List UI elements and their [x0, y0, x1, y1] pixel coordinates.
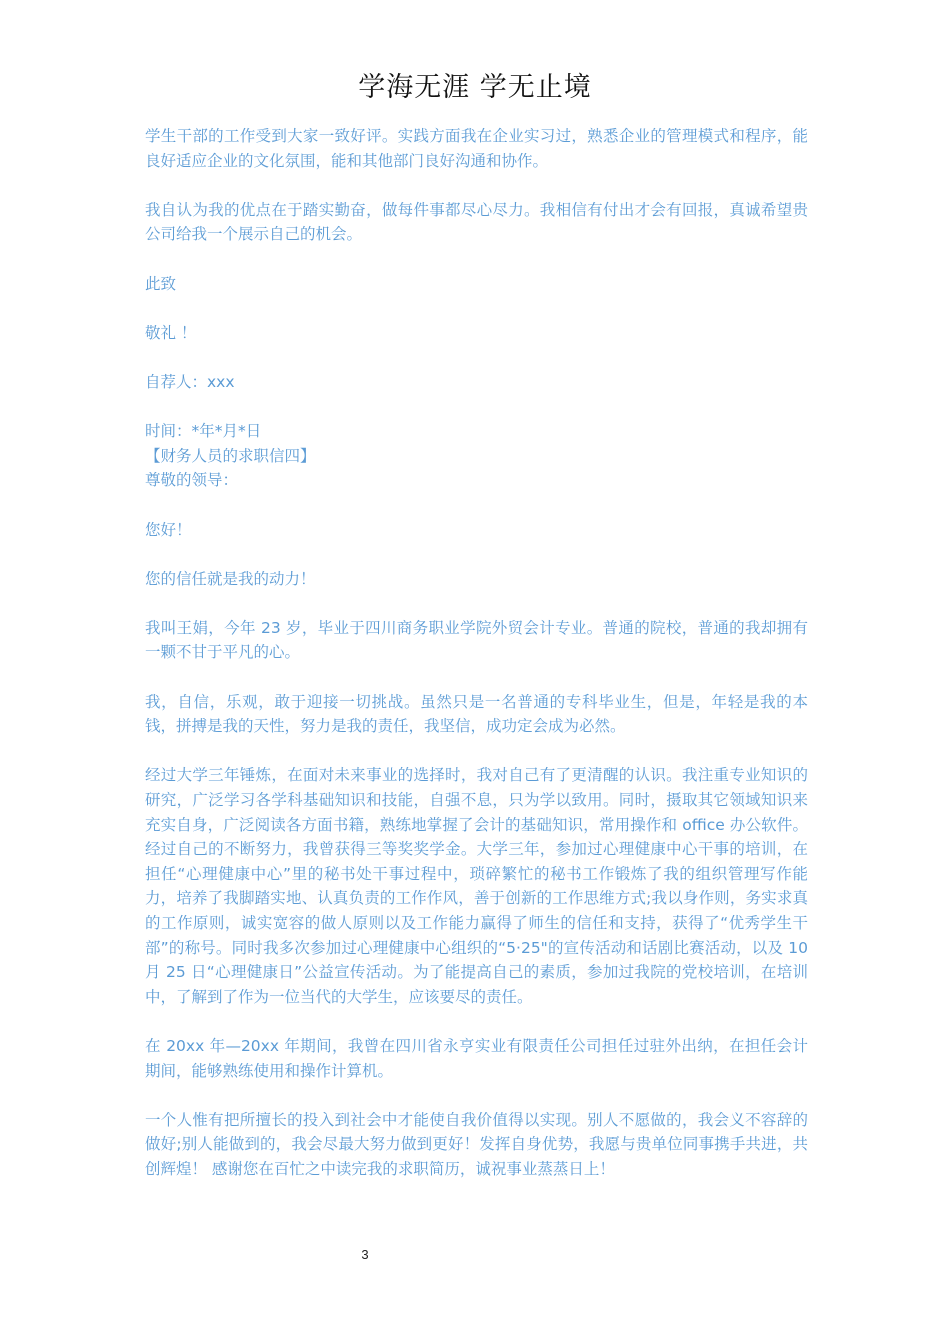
- closing-respect: 敬礼 ！: [145, 323, 197, 342]
- paragraph: 在 20xx 年—20xx 年期间，我曾在四川省永亨实业有限责任公司担任过驻外出纳，在担任会计期间，能够熟练使用和操作计算机。: [145, 1036, 808, 1080]
- paragraph-spacer: [145, 542, 808, 567]
- section-heading: 【财务人员的求职信四】: [145, 446, 316, 465]
- paragraph: 您的信任就是我的动力！: [145, 569, 316, 588]
- paragraph-spacer: [145, 173, 808, 198]
- paragraph-spacer: [145, 247, 808, 272]
- paragraph: 我叫王娟，今年 23 岁，毕业于四川商务职业学院外贸会计专业。普通的院校，普通的我却拥有一颗不甘于平凡的心。: [145, 618, 808, 662]
- date-line: 时间：*年*月*日: [145, 422, 262, 441]
- page-title: 学海无涯 学无止境: [358, 72, 592, 103]
- paragraph-spacer: [145, 345, 808, 370]
- paragraph-spacer: [145, 1083, 808, 1108]
- paragraph-spacer: [145, 665, 808, 690]
- document-body: [145, 124, 808, 1182]
- paragraph: 我，自信，乐观，敢于迎接一切挑战。虽然只是一名普通的专科毕业生，但是，年轻是我的本钱，拼搏是我的天性，努力是我的责任，我坚信，成功定会成为必然。: [145, 692, 808, 736]
- paragraph-spacer: [145, 493, 808, 518]
- page-number: 3: [361, 1247, 369, 1262]
- paragraph: 我自认为我的优点在于踏实勤奋，做每件事都尽心尽力。我相信有付出才会有回报，真诚希望贵公司给我一个展示自己的机会。: [145, 200, 808, 244]
- paragraph: 您好！: [145, 520, 192, 539]
- paragraph: 经过大学三年锤炼，在面对未来事业的选择时，我对自己有了更清醒的认识。我注重专业知识的研究，广泛学习各学科基础知识和技能，自强不息，只为学以致用。同时，摄取其它领域知识来充实自身，广泛阅读各方面书籍，熟练地掌握了会计的基础知识，常用操作和 office 办公软件。经过自己的不断努力，我曾获得三等奖奖学金。大学三年，参加过心理健康中心干事的培训，在担任“心理健康中心”里的秘书处干事过程中，琐碎繁忙的秘书工作锻炼了我的组织管理写作能力，培养了我脚踏实地、认真负责的工作作风，善于创新的工作思维方式;我以身作则，务实求真的工作原则，诚实宽容的做人原则以及工作能力赢得了师生的信任和支持，获得了“优秀学生干部”的称号。同时我多次参加过心理健康中心组织的“5·25"的宣传活动和话剧比赛活动，以及 10 月 25 日“心理健康日”公益宣传活动。为了能提高自己的素质，参加过我院的党校培训，在培训中，了解到了作为一位当代的大学生，应该要尽的责任。: [145, 766, 808, 1006]
- paragraph-spacer: [145, 739, 808, 764]
- paragraph-spacer: [145, 591, 808, 616]
- paragraph-spacer: [145, 1009, 808, 1034]
- paragraph: 学生干部的工作受到大家一致好评。实践方面我在企业实习过，熟悉企业的管理模式和程序，能良好适应企业的文化氛围，能和其他部门良好沟通和协作。: [145, 127, 808, 170]
- paragraph-spacer: [145, 296, 808, 321]
- greeting-line: 尊敬的领导：: [145, 471, 239, 490]
- paragraph: 一个人惟有把所擅长的投入到社会中才能使自我价值得以实现。别人不愿做的，我会义不容辞的做好;别人能做到的，我会尽最大努力做到更好！发挥自身优势，我愿与贵单位同事携手共进，共创辉煌！ 感谢您在百忙之中读完我的求职简历，诚祝事业蒸蒸日上！: [145, 1110, 808, 1178]
- signature-line: 自荐人：xxx: [145, 372, 235, 391]
- closing-salutation: 此致: [145, 274, 177, 293]
- paragraph-spacer: [145, 395, 808, 420]
